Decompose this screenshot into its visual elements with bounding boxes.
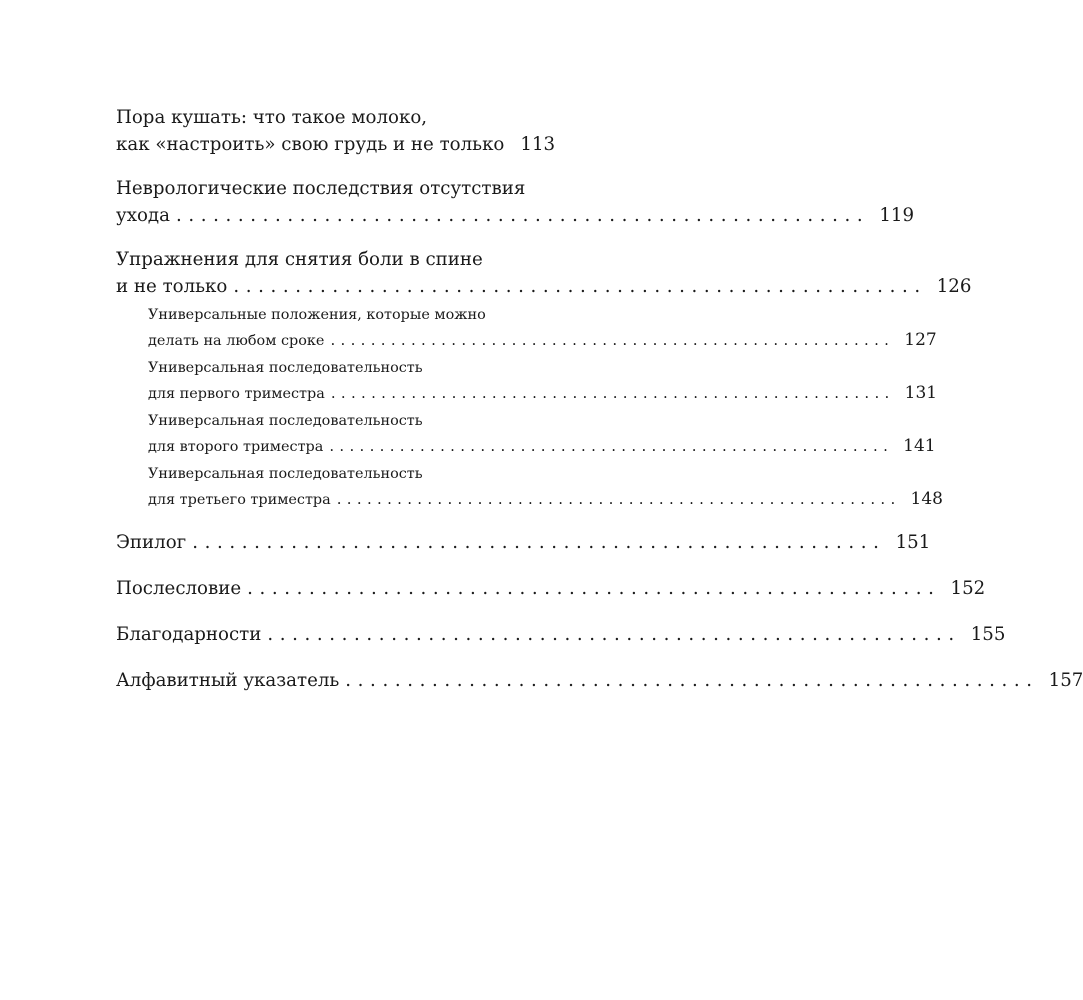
toc-entry-title-line2: для третьего триместра: [148, 491, 331, 508]
toc-leader-dots: ........................................................: [192, 532, 886, 553]
toc-entry-title-last-line: [116, 667, 1083, 694]
toc-subentry-first-trimester[interactable]: [148, 356, 938, 406]
toc-page-number: 119: [879, 205, 915, 226]
toc-entry-title-last-line: [116, 529, 931, 556]
toc-page-number: 131: [904, 382, 938, 403]
toc-page-number: 155: [970, 624, 1006, 645]
toc-entry-title-line2: для первого триместра: [148, 385, 325, 402]
toc-entry-title-last-line: [116, 273, 972, 300]
toc-page-number: 157: [1048, 670, 1083, 691]
toc-entry-title-line2: как «настроить» свою грудь и не только: [116, 134, 505, 155]
toc-entry-title-line2: для второго триместра: [148, 438, 324, 455]
toc-leader-dots: ........................................................: [336, 489, 901, 508]
toc-entry-title: Алфавитный указатель: [116, 670, 340, 691]
toc-page-number: 126: [936, 276, 972, 297]
toc-page-number: 148: [910, 488, 943, 509]
toc-entry-acknowledgements[interactable]: [116, 621, 1006, 648]
toc-entry-title-line1: Универсальная последовательность: [148, 360, 423, 376]
toc-leader-dots: ........................................................: [330, 330, 895, 349]
toc-entry-title-line2: делать на любом сроке: [148, 332, 325, 349]
toc-entry-title-line1: Неврологические последствия отсутствия: [116, 178, 526, 199]
toc-page-number: 151: [895, 532, 931, 553]
toc-entry-epilogue[interactable]: [116, 529, 931, 556]
toc-entry-title-line1: Универсальная последовательность: [148, 466, 423, 482]
toc-subentry-universal-positions[interactable]: [148, 303, 937, 353]
toc-entry-title-last-line: [116, 202, 915, 229]
toc-entry-title: Благодарности: [116, 624, 262, 645]
toc-entry-breastfeeding[interactable]: [116, 104, 554, 158]
toc-page-number: 152: [950, 578, 986, 599]
toc-entry-title-last-line: [116, 575, 986, 602]
toc-entry-title-last-line: [148, 434, 936, 460]
toc-leader-dots: ........................................................: [329, 436, 894, 455]
toc-leader-dots: ........................................................: [233, 276, 927, 297]
toc-entry-title: Послесловие: [116, 578, 242, 599]
toc-entry-neurological[interactable]: [116, 175, 915, 229]
toc-leader-dots: ........................................................: [247, 578, 941, 599]
toc-entry-title-line2: ухода: [116, 205, 170, 226]
toc-leader-dots: ........................................................: [175, 205, 870, 226]
toc-leader-dots: ........................................................: [345, 670, 1039, 691]
toc-entry-afterword[interactable]: [116, 575, 986, 602]
toc-entry-title-last-line: [116, 621, 1006, 648]
toc-entry-exercises[interactable]: [116, 246, 972, 300]
toc-entry-title-line1: Универсальная последовательность: [148, 413, 423, 429]
toc-entry-title-last-line: [148, 487, 943, 513]
toc-entry-title-last-line: [148, 328, 937, 354]
toc-page-number: 113: [520, 134, 556, 155]
toc-subentry-third-trimester[interactable]: [148, 462, 943, 512]
toc-page-number: 141: [903, 435, 936, 456]
toc-page-number: 127: [904, 329, 937, 350]
toc-leader-dots: ........................................................: [267, 624, 961, 645]
toc-entry-title: Эпилог: [116, 532, 187, 553]
toc-entry-title-last-line: [148, 381, 938, 407]
toc-entry-title-line2: и не только: [116, 276, 228, 297]
toc-entry-title-line1: Упражнения для снятия боли в спине: [116, 249, 483, 270]
toc-subentry-second-trimester[interactable]: [148, 409, 936, 459]
toc-entry-title-line1: Универсальные положения, которые можно: [148, 307, 486, 323]
toc-entry-index[interactable]: [116, 667, 1083, 694]
toc-entry-title-last-line: [116, 131, 554, 158]
toc-leader-dots: ........................................................: [330, 383, 895, 402]
toc-entry-title-line1: Пора кушать: что такое молоко,: [116, 107, 428, 128]
